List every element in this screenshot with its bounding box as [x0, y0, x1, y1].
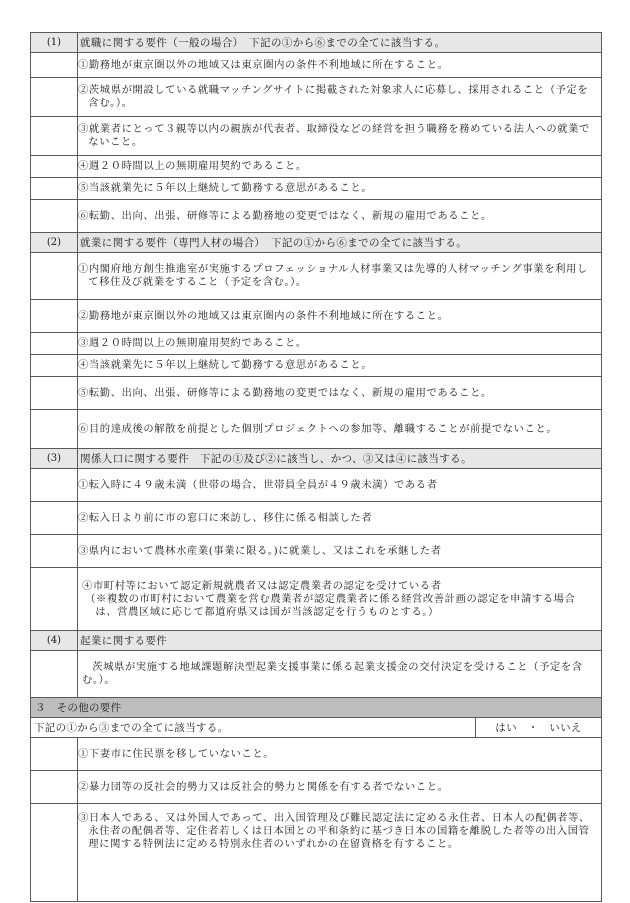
requirement-text: ③週２０時間以上の無期雇用契約であること。	[78, 333, 602, 355]
section-1-header	[31, 33, 602, 53]
list-item	[31, 300, 602, 333]
requirement-note: （※複数の市町村において農業を営む農業者が認定農業者に係る経営改善計画の認定を申請する場合は、営農区域に応じて都道府県又は国が当該認定を行うものとする。）	[85, 592, 576, 618]
requirement-text: ①内閣府地方創生推進室が実施するプロフェッショナル人材事業又は先導的人材マッチング事業を利用して移住及び就業をすること（予定を含む。）。	[78, 253, 602, 300]
requirement-text: ⑤当該就業先に５年以上継続して勤務する意思があること。	[78, 178, 602, 200]
list-item	[31, 535, 602, 568]
list-item	[31, 502, 602, 535]
requirement-text: ②茨城県が開設している就職マッチングサイトに掲載された対象求人に応募し、採用されること（予定を含む。）。	[78, 78, 602, 117]
requirement-text: ①転入時に４９歳未満（世帯の場合、世帯員全員が４９歳未満）である者	[78, 469, 602, 502]
list-item	[31, 156, 602, 178]
list-item	[31, 651, 602, 698]
requirement-text: ⑤転勤、出向、出張、研修等による勤務地の変更ではなく、新規の雇用であること。	[78, 377, 602, 410]
section-4-header	[31, 631, 602, 651]
list-item	[31, 333, 602, 355]
list-item	[31, 469, 602, 502]
section-title: 起業に関する要件	[78, 631, 602, 651]
requirement-text: ⑥目的達成後の解散を前提とした個別プロジェクトへの参加等、離職することが前提でないこと。	[78, 410, 602, 449]
section-number: (2)	[31, 233, 78, 253]
list-item	[31, 117, 602, 156]
section-title: ３ その他の要件	[31, 698, 602, 718]
requirement-text: ④市町村等において認定新規就農者又は認定農業者の認定を受けている者	[82, 579, 442, 592]
section-title: 関係人口に関する要件 下記の①及び②に該当し、かつ、③又は④に該当する。	[78, 449, 602, 469]
requirements-table	[30, 32, 602, 902]
list-item	[31, 178, 602, 200]
requirement-text: ①勤務地が東京圏以外の地域又は東京圏内の条件不利地域に所在すること。	[78, 53, 602, 78]
section-number: (1)	[31, 33, 78, 53]
lead-text: 下記の①から③までの全てに該当する。	[31, 718, 476, 738]
requirement-text: ③県内において農林水産業(事業に限る。)に就業し、又はこれを承継した者	[78, 535, 602, 568]
section-3-header	[31, 449, 602, 469]
requirement-text: 茨城県が実施する地域課題解決型起業支援事業に係る起業支援金の交付決定を受けること（予定を含む。）。	[78, 651, 602, 698]
requirement-text: ④週２０時間以上の無期雇用契約であること。	[78, 156, 602, 178]
list-item	[31, 355, 602, 377]
list-item	[31, 568, 602, 631]
requirement-text: ②転入日より前に市の窓口に来訪し、移住に係る相談した者	[78, 502, 602, 535]
requirement-text: ①下妻市に住民票を移していないこと。	[78, 738, 602, 771]
list-item	[31, 78, 602, 117]
requirement-text: ⑥転勤、出向、出張、研修等による勤務地の変更ではなく、新規の雇用であること。	[78, 200, 602, 233]
list-item	[31, 377, 602, 410]
list-item	[31, 200, 602, 233]
yes-no-choice[interactable]: はい ・ いいえ	[476, 718, 602, 738]
section-number: (4)	[31, 631, 78, 651]
other-requirements-lead	[31, 718, 602, 738]
list-item	[31, 738, 602, 771]
section-title: 就職に関する要件（一般の場合） 下記の①から⑥までの全てに該当する。	[78, 33, 602, 53]
list-item	[31, 53, 602, 78]
list-item	[31, 804, 602, 902]
section-number: (3)	[31, 449, 78, 469]
list-item	[31, 771, 602, 804]
list-item	[31, 410, 602, 449]
list-item	[31, 253, 602, 300]
requirement-text: ④当該就業先に５年以上継続して勤務する意思があること。	[78, 355, 602, 377]
requirement-text: ②暴力団等の反社会的勢力又は反社会的勢力と関係を有する者でないこと。	[78, 771, 602, 804]
requirement-text: ②勤務地が東京圏以外の地域又は東京圏内の条件不利地域に所在すること。	[78, 300, 602, 333]
section-title: 就業に関する要件（専門人材の場合） 下記の①から⑥までの全てに該当する。	[78, 233, 602, 253]
requirement-text: ③日本人である、又は外国人であって、出入国管理及び難民認定法に定める永住者、日本人の配偶者等、永住者の配偶者等、定住者若しくは日本国との平和条約に基づき日本の国籍を離脱した者等の出入国管理に関する特例法に定める特別永住者のいずれかの在留資格を有すること。	[78, 804, 602, 902]
other-requirements-header	[31, 698, 602, 718]
section-2-header	[31, 233, 602, 253]
requirement-text: ③就業者にとって３親等以内の親族が代表者、取締役などの経営を担う職務を務めている法人への就業でないこと。	[78, 117, 602, 156]
